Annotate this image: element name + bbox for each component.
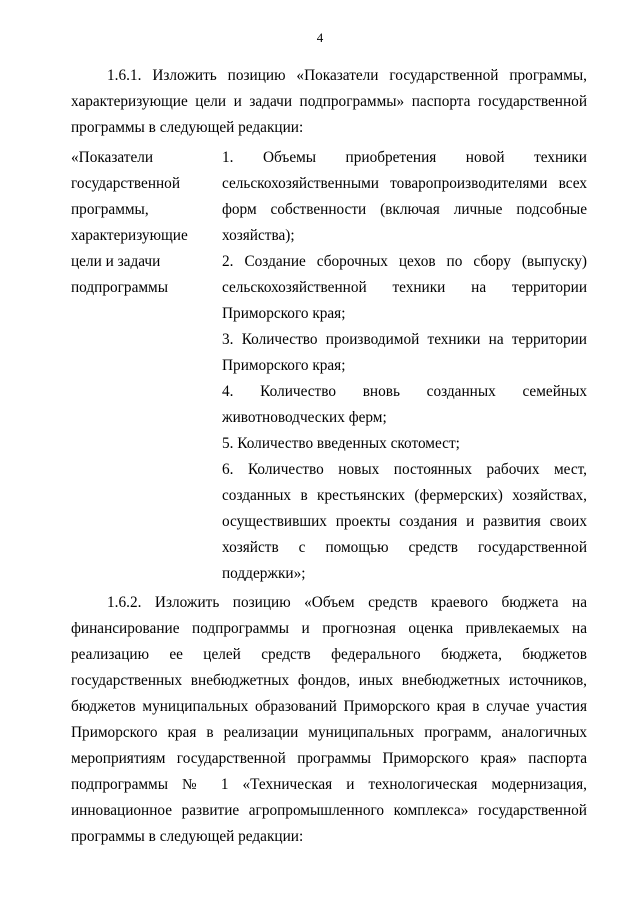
list-item-4: 4. Количество вновь созданных семейных животноводческих ферм;	[222, 383, 587, 426]
list-item-5: 5. Количество введенных скотомест;	[222, 435, 460, 452]
page-number: 4	[316, 30, 324, 45]
table-left-label: «Показатели государственной программы, характеризующие цели и задачи подпрограммы	[71, 149, 188, 296]
list-item-2: 2. Создание сборочных цехов по сбору (выпуску) сельскохозяйственной техники на территории Приморского края;	[222, 253, 587, 322]
list-item-6: 6. Количество новых постоянных рабочих мест, созданных в крестьянских (фермерских) хозяйствах, осуществивших проекты создания и развития своих хозяйств с помощью средств государственной поддержки»;	[222, 461, 587, 582]
list-item-1: 1. Объемы приобретения новой техники сельскохозяйственными товаропроизводителями всех форм собственности (включая личные подсобные хозяйства);	[222, 149, 587, 244]
table-right-cell	[222, 145, 587, 587]
paragraph-1-6-2: 1.6.2. Изложить позицию «Объем средств краевого бюджета на финансирование подпрограммы и прогнозная оценка привлекаемых на реализацию ее целей средств федерального бюджета, бюджетов государственных внебюджетных фондов, иных внебюджетных источников, бюджетов муниципальных образований Приморского края в случае участия Приморского края в реализации муниципальных программ, аналогичных мероприятиям государственной программы Приморского края» паспорта подпрограммы № 1 «Техническая и технологическая модернизация, инновационное развитие агропромышленного комплекса» государственной программы в следующей редакции:	[71, 594, 587, 845]
paragraph-1-6-1: 1.6.1. Изложить позицию «Показатели государственной программы, характеризующие цели и задачи подпрограммы» паспорта государственной программы в следующей редакции:	[71, 67, 587, 136]
list-item-3: 3. Количество производимой техники на территории Приморского края;	[222, 331, 587, 374]
